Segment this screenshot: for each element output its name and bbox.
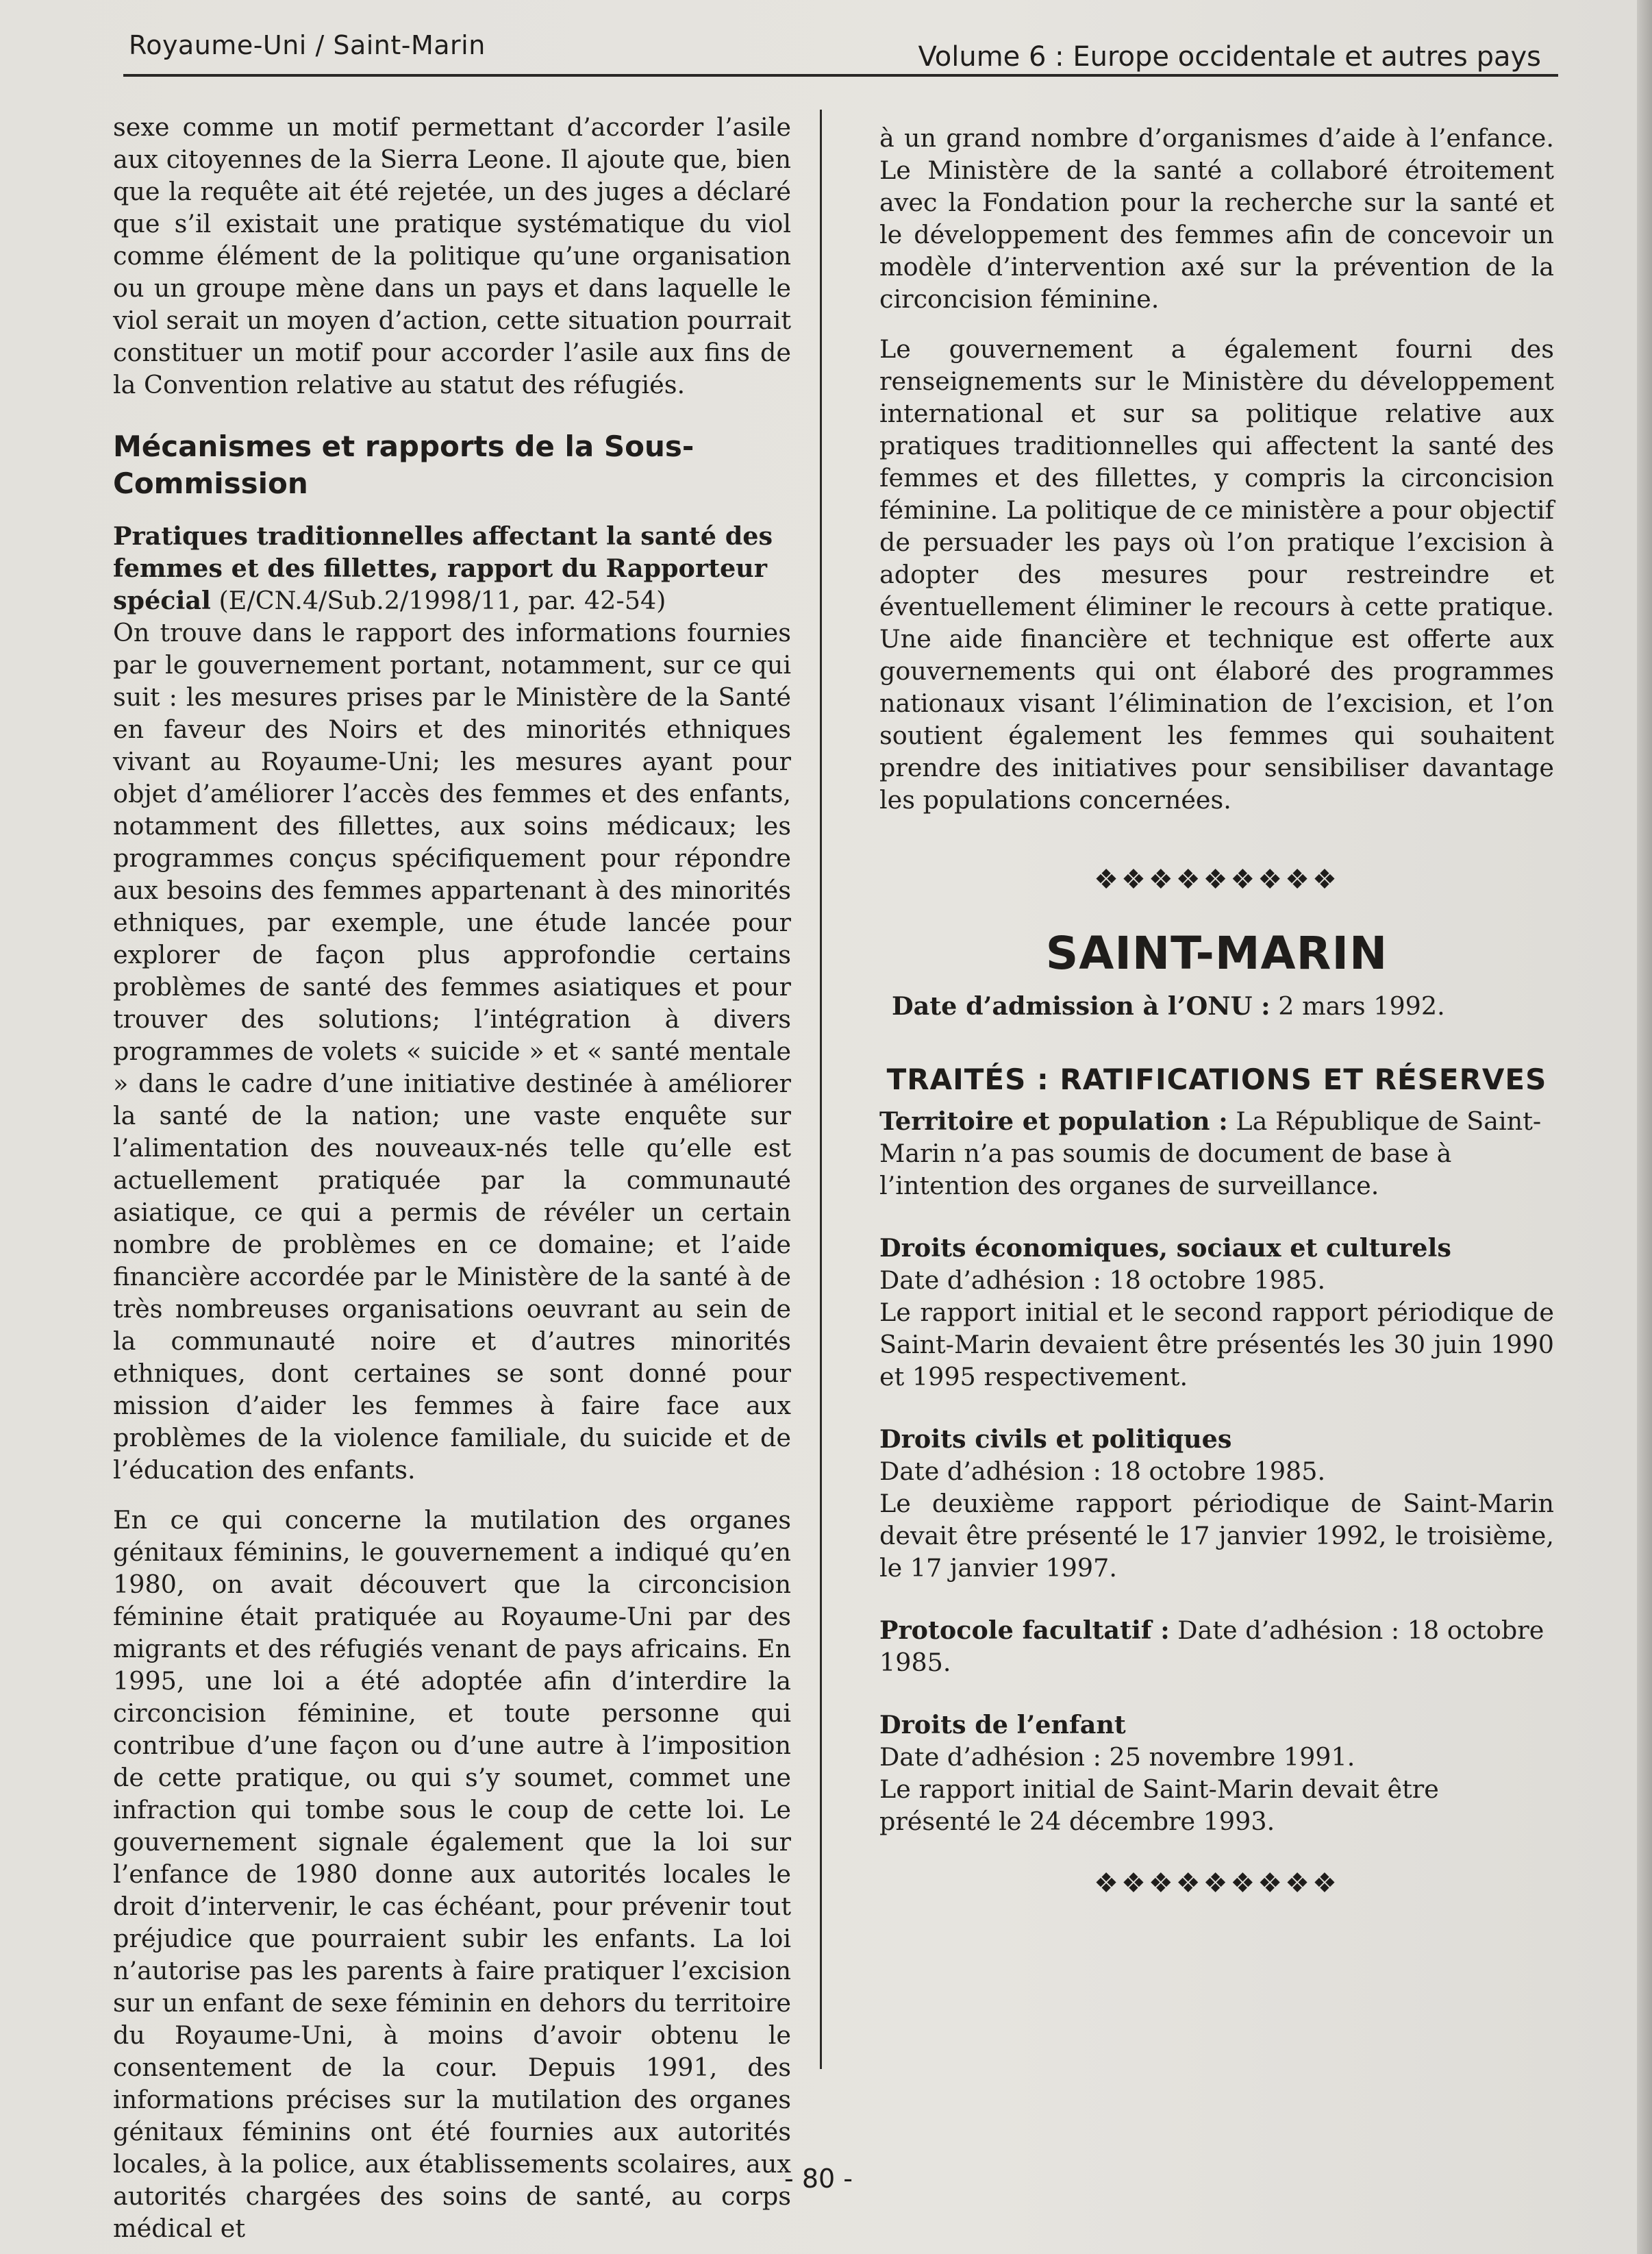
- entry-title: Droits de l’enfant: [879, 1710, 1126, 1739]
- entry-date: Date d’adhésion : 18 octobre 1985.: [879, 1457, 1326, 1486]
- body-paragraph: En ce qui concerne la mutilation des organes génitaux féminins, le gouvernement a indiqué qu’en 1980, on avait découvert que la circoncision féminine était pratiquée au Royaume-Uni par des migrants et des réfugiés venant de pays africains. En 1995, une loi a été adoptée afin d’interdire la circoncision féminine, et toute personne qui contribue d’une façon ou d’une autre à l’imposition de cette pratique, ou qui s’y soumet, commet une infraction qui tombe sous le coup de cette loi. Le gouvernement signale également que la loi sur l’enfance de 1980 donne aux autorités locales le droit d’intervenir, le cas échéant, pour prévenir tout préjudice que pourraient subir les enfants. La loi n’autorise pas les parents à faire pratiquer l’excision sur un enfant de sexe féminin en dehors du territoire du Royaume-Uni, à moins d’avoir obtenu le consentement de la cour. Depuis 1991, des informations précises sur la mutilation des organes génitaux féminins ont été fournies aux autorités locales, à la police, aux établissements scolaires, aux autorités chargées des soins de santé, au corps médical et: [113, 1505, 791, 2243]
- page-number: - 80 -: [784, 2164, 853, 2194]
- body-paragraph: On trouve dans le rapport des informations fournies par le gouvernement portant, notamment, sur ce qui suit : les mesures prises par le Ministère de la Santé en faveur des Noirs et des minorités ethniques vivant au Royaume-Uni; les mesures ayant pour objet d’améliorer l’accès des femmes et des enfants, notamment des fillettes, aux soins médicaux; les programmes conçus spécifiquement pour répondre aux besoins des femmes appartenant à des minorités ethniques, par exemple, une étude lancée pour explorer de façon plus approfondie certains problèmes de santé des femmes asiatiques et pour trouver des solutions; l’intégration à divers programmes de volets « suicide » et « santé mentale » dans le cadre d’une initiative destinée à améliorer la santé de la nation; une vaste enquête sur l’alimentation des nouveaux-nés telle qu’elle est actuellement pratiquée par la communauté asiatique, ce qui a permis de révéler un certain nombre de problèmes en ce domaine; et l’aide financière accordée par le Ministère de la santé à de très nombreuses organisations oeuvrant au sein de la communauté noire et d’autres minorités ethniques, dont certaines se sont donné pour mission d’aider les femmes à faire face aux problèmes de la violence familiale, du suicide et de l’éducation des enfants.: [113, 618, 791, 1485]
- entry-title: Droits économiques, sociaux et culturels: [879, 1233, 1451, 1263]
- page-edge: [1637, 0, 1652, 2254]
- admission-label: Date d’admission à l’ONU :: [892, 991, 1271, 1021]
- column-divider: [820, 110, 822, 2069]
- entry-text: Le rapport initial de Saint-Marin devait être présenté le 24 décembre 1993.: [879, 1774, 1439, 1836]
- entry-text: Le deuxième rapport périodique de Saint-Marin devait être présenté le 17 janvier 1992, le troisième, le 17 janvier 1997.: [879, 1489, 1554, 1583]
- body-paragraph: à un grand nombre d’organismes d’aide à l’enfance. Le Ministère de la santé a collaboré étroitement avec la Fondation pour la recherche sur la santé et le développement des femmes afin de concevoir un modèle d’intervention axé sur la prévention de la circoncision féminine.: [879, 123, 1554, 314]
- subsection-heading: [113, 520, 791, 617]
- entry-text: La République de Saint-Marin n’a pas soumis de document de base à l’intention des organes de surveillance.: [879, 1106, 1542, 1200]
- body-paragraph: sexe comme un motif permettant d’accorder l’asile aux citoyennes de la Sierra Leone. Il ajoute que, bien que la requête ait été rejetée, un des juges a déclaré que s’il existait une pratique systématique du viol comme élément de la politique qu’une organisation ou un groupe mène dans un pays et dans laquelle le viol serait un moyen d’action, cette situation pourrait constituer un motif pour accorder l’asile aux fins de la Convention relative au statut des réfugiés.: [113, 112, 791, 399]
- treaties-heading: TRAITÉS : RATIFICATIONS ET RÉSERVES: [886, 1063, 1547, 1096]
- ornament-divider: ❖❖❖❖❖❖❖❖❖: [1094, 864, 1340, 895]
- header-rule: [123, 74, 1558, 77]
- entry-title: Droits civils et politiques: [879, 1424, 1232, 1454]
- admission-value: 2 mars 1992.: [1270, 991, 1445, 1021]
- body-paragraph: Le gouvernement a également fourni des renseignements sur le Ministère du développement international et sur sa politique relative aux pratiques traditionnelles qui affectent la santé des femmes et des fillettes, y compris la circoncision féminine. La politique de ce ministère a pour objectif de persuader les pays où l’on pratique l’excision à adopter des mesures pour restreindre et éventuellement éliminer le recours à cette pratique. Une aide financière et technique est offerte aux gouvernements qui ont élaboré des programmes nationaux visant l’élimination de l’excision, et l’on soutient également les femmes qui souhaitent prendre des initiatives pour sensibiliser davantage les populations concernées.: [879, 334, 1554, 815]
- left-column: [113, 111, 791, 2244]
- entry-text: Date d’adhésion : 18 octobre 1985.: [879, 1615, 1544, 1677]
- entry-text: Le rapport initial et le second rapport périodique de Saint-Marin devaient être présentés les 30 juin 1990 et 1995 respectivement.: [879, 1298, 1554, 1391]
- treaty-entry-protocol: [879, 1614, 1554, 1679]
- right-column: [879, 122, 1554, 1941]
- entry-date: Date d’adhésion : 25 novembre 1991.: [879, 1742, 1355, 1772]
- ornament-divider: ❖❖❖❖❖❖❖❖❖: [1094, 1868, 1340, 1899]
- treaty-entry-territory: [879, 1105, 1554, 1202]
- admission-date: [892, 990, 1554, 1022]
- treaty-entry-crc: [879, 1709, 1554, 1837]
- running-header-right: Volume 6 : Europe occidentale et autres pays: [918, 41, 1541, 73]
- subsection-title: Pratiques traditionnelles affectant la santé des femmes et des fillettes, rapport du Rapporteur spécial: [113, 521, 773, 615]
- treaty-entry-escr: [879, 1232, 1554, 1393]
- country-title: SAINT-MARIN: [1045, 927, 1388, 980]
- section-heading: Mécanismes et rapports de la Sous-Commission: [113, 430, 694, 500]
- running-header-left: Royaume-Uni / Saint-Marin: [129, 30, 486, 60]
- entry-title: Territoire et population :: [879, 1106, 1228, 1136]
- document-reference: (E/CN.4/Sub.2/1998/11, par. 42-54): [210, 586, 666, 615]
- entry-title: Protocole facultatif :: [879, 1615, 1170, 1645]
- treaty-entry-ccpr: [879, 1423, 1554, 1584]
- entry-date: Date d’adhésion : 18 octobre 1985.: [879, 1265, 1326, 1295]
